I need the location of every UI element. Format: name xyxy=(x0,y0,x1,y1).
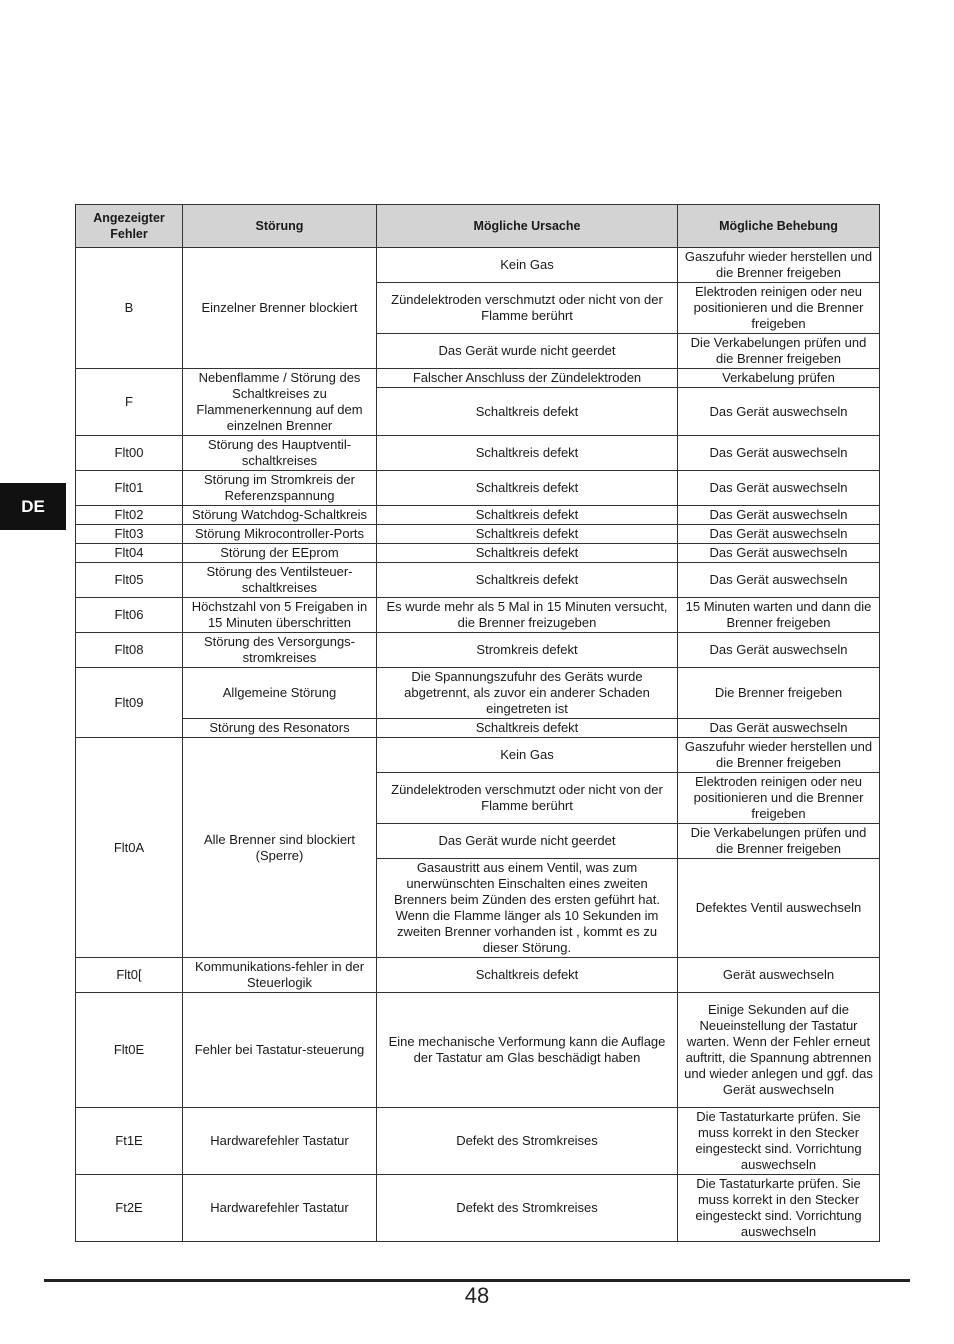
table-row xyxy=(76,633,880,668)
cause-cell: Das Gerät wurde nicht geerdet xyxy=(377,824,678,859)
cause-cell: Falscher Anschluss der Zündelektroden xyxy=(377,369,678,388)
fix-cell: Das Gerät auswechseln xyxy=(678,719,880,738)
fault-cell: Kommunikations-fehler in der Steuerlogik xyxy=(183,958,377,993)
error-code: B xyxy=(76,248,183,369)
error-code: Flt09 xyxy=(76,668,183,738)
table-row xyxy=(76,598,880,633)
fix-cell: 15 Minuten warten und dann die Brenner freigeben xyxy=(678,598,880,633)
fix-cell: Einige Sekunden auf die Neueinstellung der Tastatur warten. Wenn der Fehler erneut auftritt, die Spannung abtrennen und wieder anlegen und ggf. das Gerät auswechseln xyxy=(678,993,880,1108)
cause-cell: Schaltkreis defekt xyxy=(377,436,678,471)
cause-cell: Schaltkreis defekt xyxy=(377,544,678,563)
fault-cell: Störung Watchdog-Schaltkreis xyxy=(183,506,377,525)
fix-cell: Elektroden reinigen oder neu positionieren und die Brenner freigeben xyxy=(678,283,880,334)
error-code: Flt00 xyxy=(76,436,183,471)
fix-cell: Das Gerät auswechseln xyxy=(678,506,880,525)
error-code: Flt01 xyxy=(76,471,183,506)
cause-cell: Schaltkreis defekt xyxy=(377,506,678,525)
error-code: Ft1E xyxy=(76,1108,183,1175)
header-fault: Störung xyxy=(183,205,377,248)
fix-cell: Das Gerät auswechseln xyxy=(678,525,880,544)
cause-cell: Schaltkreis defekt xyxy=(377,958,678,993)
fix-cell: Defektes Ventil auswechseln xyxy=(678,859,880,958)
fix-cell: Gaszufuhr wieder herstellen und die Brenner freigeben xyxy=(678,248,880,283)
table-row xyxy=(76,668,880,719)
header-possible-fix: Mögliche Behebung xyxy=(678,205,880,248)
cause-cell: Zündelektroden verschmutzt oder nicht von der Flamme berührt xyxy=(377,773,678,824)
cause-cell: Schaltkreis defekt xyxy=(377,525,678,544)
table-row xyxy=(76,719,880,738)
table-row xyxy=(76,506,880,525)
table-header-row xyxy=(76,205,880,248)
fix-cell: Die Verkabelungen prüfen und die Brenner freigeben xyxy=(678,334,880,369)
table-row xyxy=(76,958,880,993)
fault-cell: Hardwarefehler Tastatur xyxy=(183,1175,377,1242)
error-code: Flt0A xyxy=(76,738,183,958)
error-code: Flt05 xyxy=(76,563,183,598)
fix-cell: Gerät auswechseln xyxy=(678,958,880,993)
table-row xyxy=(76,738,880,773)
cause-cell: Das Gerät wurde nicht geerdet xyxy=(377,334,678,369)
fault-cell: Nebenflamme / Störung des Schaltkreises zu Flammenerkennung auf dem einzelnen Brenner xyxy=(183,369,377,436)
cause-cell: Die Spannungszufuhr des Geräts wurde abgetrennt, als zuvor ein anderer Schaden eingetreten ist xyxy=(377,668,678,719)
fix-cell: Das Gerät auswechseln xyxy=(678,544,880,563)
table-row xyxy=(76,993,880,1108)
header-possible-cause: Mögliche Ursache xyxy=(377,205,678,248)
table-row xyxy=(76,1175,880,1242)
fault-cell: Störung des Versorgungs-stromkreises xyxy=(183,633,377,668)
error-code: Flt02 xyxy=(76,506,183,525)
error-code: F xyxy=(76,369,183,436)
cause-cell: Eine mechanische Verformung kann die Auflage der Tastatur am Glas beschädigt haben xyxy=(377,993,678,1108)
fix-cell: Das Gerät auswechseln xyxy=(678,471,880,506)
fault-cell: Einzelner Brenner blockiert xyxy=(183,248,377,369)
fault-cell: Störung des Resonators xyxy=(183,719,377,738)
table-row xyxy=(76,525,880,544)
cause-cell: Defekt des Stromkreises xyxy=(377,1108,678,1175)
error-code: Flt0[ xyxy=(76,958,183,993)
fix-cell: Die Tastaturkarte prüfen. Sie muss korrekt in den Stecker eingesteckt sind. Vorrichtung auswechseln xyxy=(678,1175,880,1242)
error-code: Flt08 xyxy=(76,633,183,668)
fault-cell: Höchstzahl von 5 Freigaben in 15 Minuten überschritten xyxy=(183,598,377,633)
table-row xyxy=(76,436,880,471)
fault-cell: Fehler bei Tastatur-steuerung xyxy=(183,993,377,1108)
error-code: Ft2E xyxy=(76,1175,183,1242)
page-number: 48 xyxy=(464,1283,490,1308)
cause-cell: Kein Gas xyxy=(377,248,678,283)
cause-cell: Schaltkreis defekt xyxy=(377,563,678,598)
error-code: Flt0E xyxy=(76,993,183,1108)
fix-cell: Das Gerät auswechseln xyxy=(678,436,880,471)
fault-cell: Alle Brenner sind blockiert (Sperre) xyxy=(183,738,377,958)
table-row xyxy=(76,471,880,506)
fix-cell: Die Verkabelungen prüfen und die Brenner freigeben xyxy=(678,824,880,859)
language-tab: DE xyxy=(0,483,66,530)
cause-cell: Zündelektroden verschmutzt oder nicht von der Flamme berührt xyxy=(377,283,678,334)
cause-cell: Stromkreis defekt xyxy=(377,633,678,668)
fault-cell: Störung Mikrocontroller-Ports xyxy=(183,525,377,544)
fault-cell: Störung der EEprom xyxy=(183,544,377,563)
fix-cell: Gaszufuhr wieder herstellen und die Brenner freigeben xyxy=(678,738,880,773)
fix-cell: Das Gerät auswechseln xyxy=(678,388,880,436)
table-row xyxy=(76,248,880,283)
fix-cell: Die Tastaturkarte prüfen. Sie muss korrekt in den Stecker eingesteckt sind. Vorrichtung auswechseln xyxy=(678,1108,880,1175)
fault-cell: Störung des Ventilsteuer-schaltkreises xyxy=(183,563,377,598)
table-row xyxy=(76,544,880,563)
fix-cell: Die Brenner freigeben xyxy=(678,668,880,719)
cause-cell: Schaltkreis defekt xyxy=(377,471,678,506)
fix-cell: Das Gerät auswechseln xyxy=(678,563,880,598)
table-row xyxy=(76,1108,880,1175)
header-displayed-error: Angezeigter Fehler xyxy=(76,205,183,248)
error-code: Flt06 xyxy=(76,598,183,633)
error-code: Flt03 xyxy=(76,525,183,544)
error-table xyxy=(75,204,880,1242)
error-code: Flt04 xyxy=(76,544,183,563)
table-row xyxy=(76,369,880,388)
fault-cell: Störung im Stromkreis der Referenzspannung xyxy=(183,471,377,506)
table-row xyxy=(76,563,880,598)
cause-cell: Gasaustritt aus einem Ventil, was zum unerwünschten Einschalten eines zweiten Brenners beim Zünden des ersten geführt hat. Wenn die Flamme länger als 10 Sekunden im zweiten Brenner vorhanden ist , kommt es zu dieser Störung. xyxy=(377,859,678,958)
cause-cell: Schaltkreis defekt xyxy=(377,719,678,738)
cause-cell: Schaltkreis defekt xyxy=(377,388,678,436)
cause-cell: Defekt des Stromkreises xyxy=(377,1175,678,1242)
cause-cell: Kein Gas xyxy=(377,738,678,773)
fault-cell: Hardwarefehler Tastatur xyxy=(183,1108,377,1175)
fix-cell: Das Gerät auswechseln xyxy=(678,633,880,668)
fault-cell: Störung des Hauptventil-schaltkreises xyxy=(183,436,377,471)
fix-cell: Elektroden reinigen oder neu positionieren und die Brenner freigeben xyxy=(678,773,880,824)
cause-cell: Es wurde mehr als 5 Mal in 15 Minuten versucht, die Brenner freizugeben xyxy=(377,598,678,633)
fix-cell: Verkabelung prüfen xyxy=(678,369,880,388)
fault-cell: Allgemeine Störung xyxy=(183,668,377,719)
